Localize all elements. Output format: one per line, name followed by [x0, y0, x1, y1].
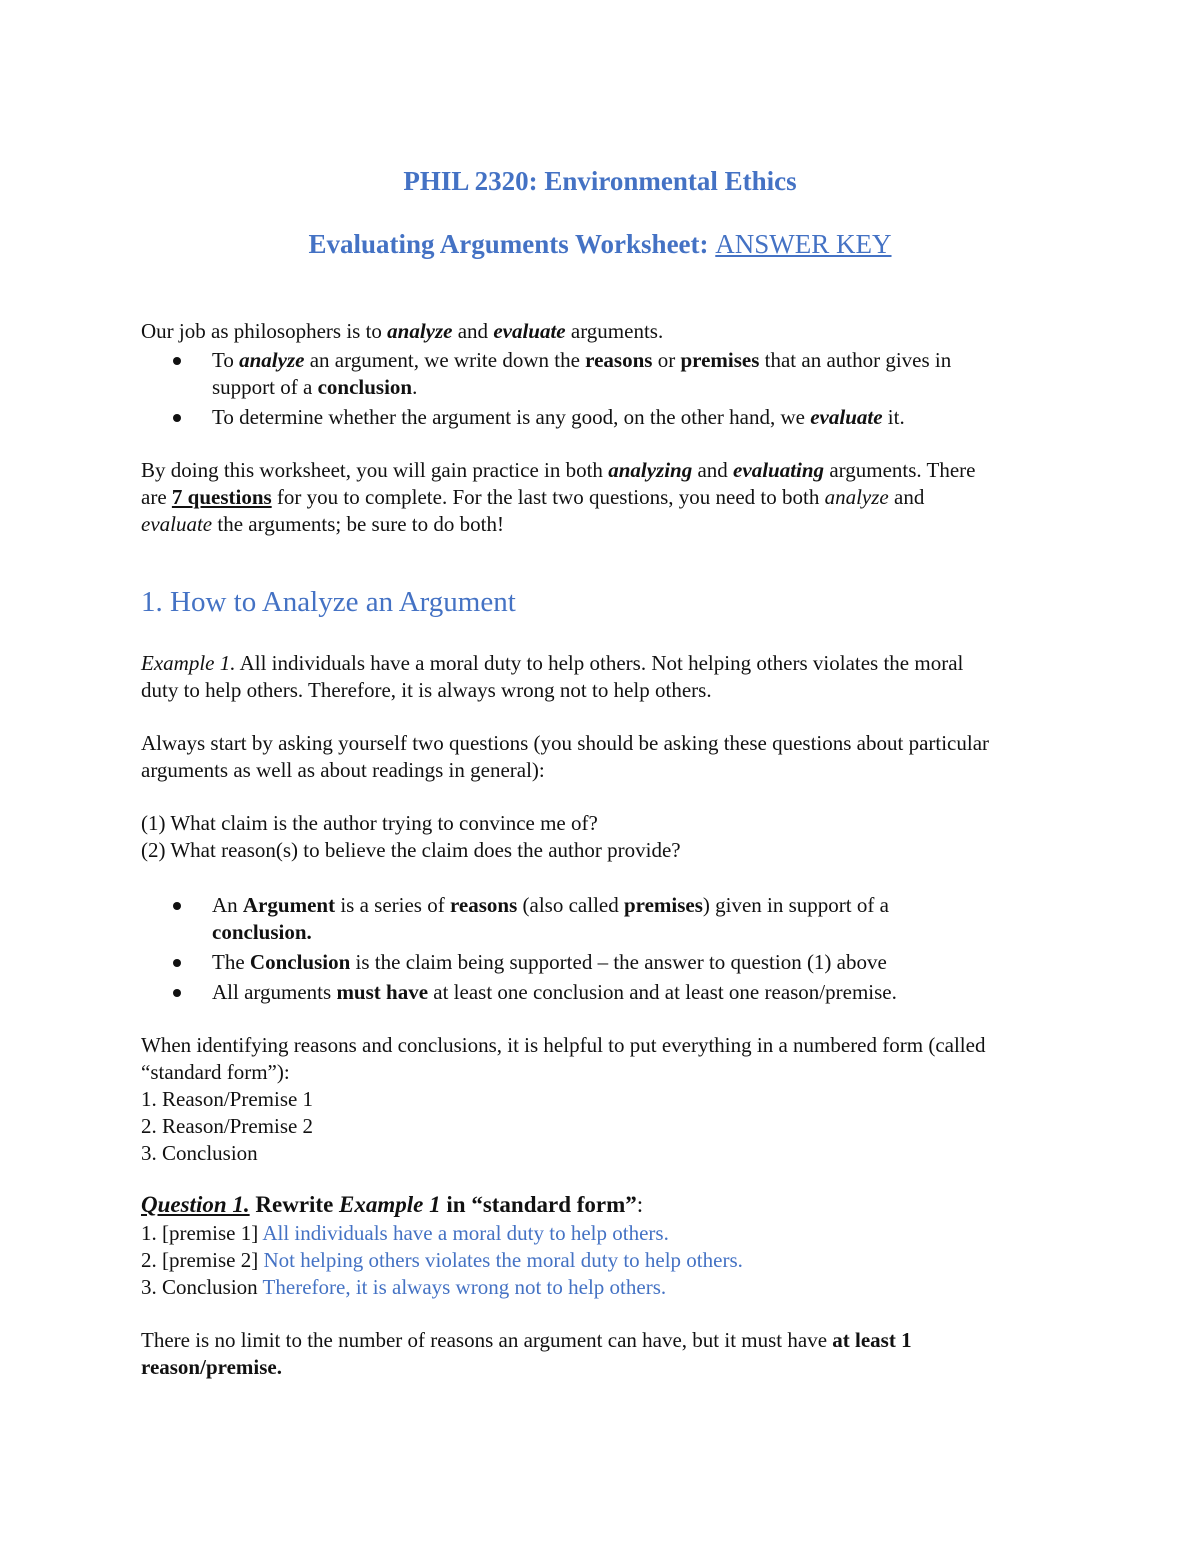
bullet-text	[212, 892, 1052, 946]
text: is the claim being supported – the answer to question (1) above	[355, 950, 887, 974]
course-title: PHIL 2320: Environmental Ethics	[403, 166, 797, 196]
text: An	[212, 893, 238, 917]
question-1-answers	[141, 1220, 1071, 1301]
text: and	[697, 458, 728, 482]
text: are	[141, 485, 167, 509]
closing-paragraph	[141, 1327, 1081, 1381]
section-heading: 1. How to Analyze an Argument	[141, 586, 516, 618]
answer-line	[141, 1247, 1071, 1274]
text: arguments.	[570, 319, 664, 343]
bullet-icon	[173, 989, 181, 997]
text: .	[412, 375, 418, 399]
standard-form-item: 1. Reason/Premise 1	[141, 1087, 314, 1111]
text: 3. Conclusion	[141, 1275, 258, 1299]
text: Argument	[242, 893, 336, 917]
text: 1. [premise 1]	[141, 1221, 259, 1245]
intro-bullet	[175, 404, 1075, 431]
text: evaluate	[493, 319, 566, 343]
answer-key-label: ANSWER KEY	[715, 229, 892, 259]
bullet-icon	[173, 414, 181, 422]
text: All individuals have a moral duty to help others. Not helping others violates the moral	[239, 651, 964, 675]
text: The	[212, 950, 245, 974]
text: and	[457, 319, 489, 343]
text: or	[657, 348, 676, 372]
text: :	[636, 1192, 644, 1217]
text: it.	[887, 405, 905, 429]
text: 2. [premise 2]	[141, 1248, 259, 1272]
text: “standard form”):	[141, 1060, 290, 1084]
bullet-text	[212, 404, 1052, 431]
text: 7 questions	[171, 485, 272, 509]
text: duty to help others. Therefore, it is always wrong not to help others.	[141, 678, 712, 702]
text: reason/premise.	[141, 1355, 282, 1379]
text: for you to complete. For the last two questions, you need to both	[276, 485, 820, 509]
guiding-questions	[141, 810, 1071, 864]
text: evaluate	[810, 405, 883, 429]
ask-paragraph	[141, 730, 1081, 784]
text: analyze	[387, 319, 453, 343]
text: an argument, we write down the	[309, 348, 580, 372]
text: By doing this worksheet, you will gain practice in both	[141, 458, 603, 482]
worksheet-paragraph	[141, 457, 1071, 538]
definition-bullet	[175, 949, 1075, 976]
text: arguments. There	[829, 458, 976, 482]
question-label: Question 1.	[141, 1192, 250, 1217]
standard-form-item: 3. Conclusion	[141, 1141, 258, 1165]
answer-text: Therefore, it is always wrong not to help others.	[262, 1275, 667, 1299]
text: Our job as philosophers is to	[141, 319, 382, 343]
definition-bullet	[175, 979, 1075, 1006]
text: and	[894, 485, 925, 509]
text: Rewrite	[255, 1192, 334, 1217]
bullet-text	[212, 949, 1052, 976]
standard-form-item: 2. Reason/Premise 2	[141, 1114, 314, 1138]
text: Example 1	[339, 1192, 441, 1217]
text: To	[212, 348, 234, 372]
bullet-icon	[173, 959, 181, 967]
text: reasons	[449, 893, 518, 917]
standard-form-paragraph	[141, 1032, 1091, 1167]
text: premises	[680, 348, 760, 372]
bullet-icon	[173, 357, 181, 365]
question-line: (1) What claim is the author trying to convince me of?	[141, 811, 598, 835]
text: analyzing	[608, 458, 693, 482]
answer-text: Not helping others violates the moral duty to help others.	[263, 1248, 743, 1272]
text: There is no limit to the number of reasons an argument can have, but it must have	[141, 1328, 828, 1352]
text: evaluate	[141, 512, 213, 536]
text: in “standard form”	[446, 1192, 637, 1217]
bullet-text	[212, 979, 1052, 1006]
answer-line	[141, 1220, 1071, 1247]
definition-bullet	[175, 892, 1075, 946]
text: Conclusion	[249, 950, 351, 974]
text: premises	[623, 893, 703, 917]
text: is a series of	[340, 893, 445, 917]
intro-bullet	[175, 347, 1075, 401]
worksheet-title-prefix: Evaluating Arguments Worksheet:	[308, 229, 709, 259]
bullet-text	[212, 347, 1052, 401]
text: analyze	[239, 348, 305, 372]
answer-line	[141, 1274, 1071, 1301]
text: that an author gives in	[764, 348, 952, 372]
example-label: Example 1.	[141, 651, 236, 675]
text: When identifying reasons and conclusions, it is helpful to put everything in a numbered form (called	[141, 1033, 986, 1057]
text: conclusion.	[212, 920, 312, 944]
text: conclusion	[317, 375, 413, 399]
text: All arguments	[212, 980, 332, 1004]
text: support of a	[212, 375, 313, 399]
question-line: (2) What reason(s) to believe the claim does the author provide?	[141, 838, 681, 862]
text: (also called	[522, 893, 619, 917]
text: arguments as well as about readings in general):	[141, 758, 545, 782]
bullet-icon	[173, 902, 181, 910]
text: analyze	[824, 485, 889, 509]
text: Always start by asking yourself two questions (you should be asking these questions about particular	[141, 731, 990, 755]
text: evaluating	[733, 458, 825, 482]
text: ) given in support of a	[702, 893, 889, 917]
text: must have	[336, 980, 429, 1004]
text: at least one conclusion and at least one reason/premise.	[433, 980, 897, 1004]
text: reasons	[585, 348, 653, 372]
intro-paragraph	[141, 318, 1061, 345]
answer-text: All individuals have a moral duty to help others.	[262, 1221, 669, 1245]
worksheet-title	[0, 229, 1200, 260]
question-1-heading	[141, 1192, 643, 1218]
text: the arguments; be sure to do both!	[217, 512, 504, 536]
example-paragraph	[141, 650, 1071, 704]
text: To determine whether the argument is any good, on the other hand, we	[212, 405, 805, 429]
text: at least 1	[832, 1328, 912, 1352]
